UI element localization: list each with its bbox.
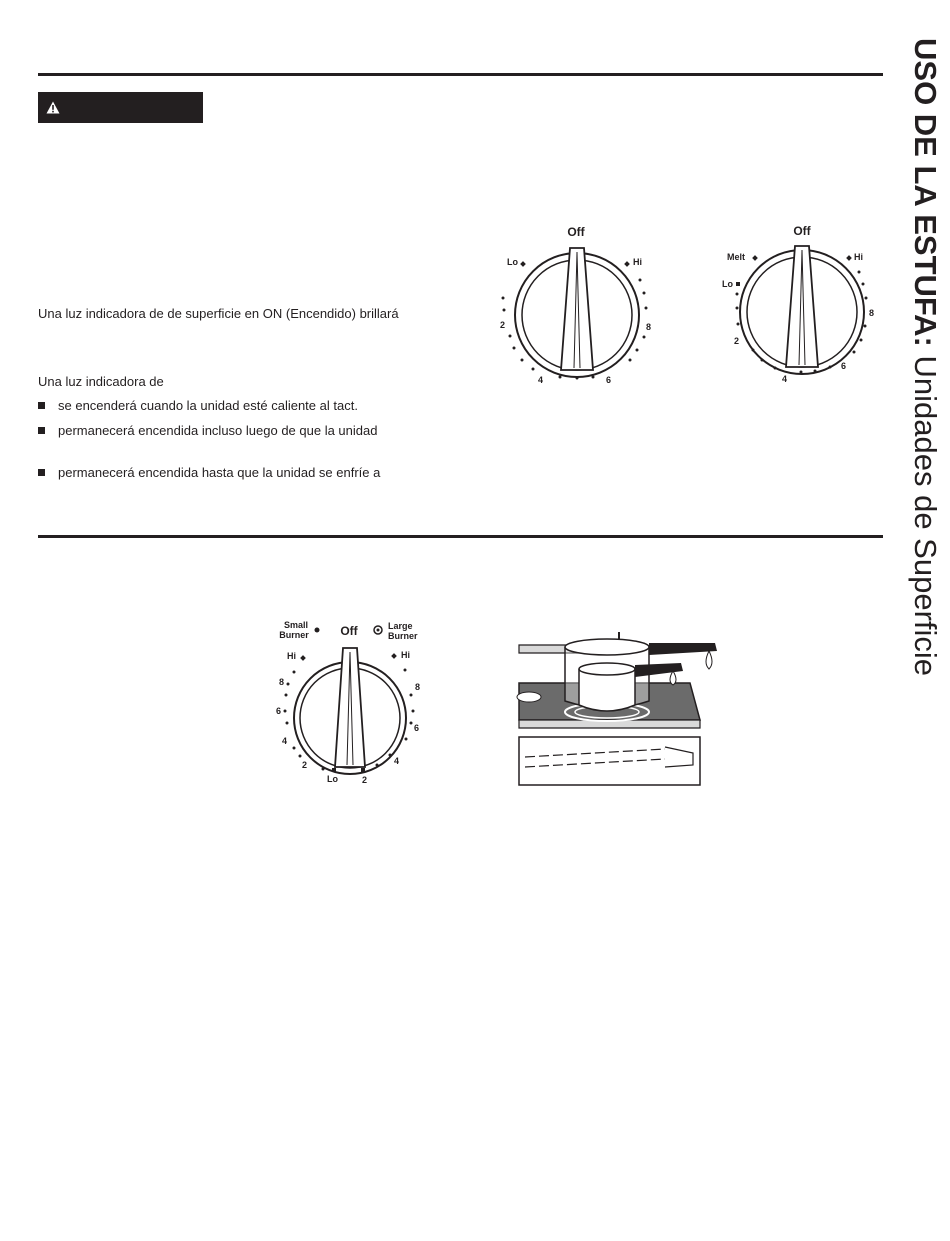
dial-dot — [293, 747, 296, 750]
dial-label-2: 2 — [734, 336, 740, 346]
dial-dot — [864, 325, 867, 328]
list-item — [38, 423, 377, 438]
dial-dot — [322, 768, 325, 771]
dial-diamond — [846, 255, 852, 261]
dial-dot — [752, 349, 755, 352]
bullet-square-icon — [38, 402, 45, 409]
dial-square — [361, 768, 365, 772]
dial-dot — [774, 367, 777, 370]
list-item — [38, 398, 358, 413]
dial-dot — [404, 669, 407, 672]
list-item — [38, 465, 380, 480]
dial-dot — [639, 279, 642, 282]
dial-dot — [643, 336, 646, 339]
bullet-square-icon — [38, 469, 45, 476]
dial-label-hi-right: Hi — [401, 650, 410, 660]
dial-diamond — [752, 255, 758, 261]
dial-dot — [559, 376, 562, 379]
dial-label-4: 4 — [538, 375, 544, 385]
dial-dot — [299, 755, 302, 758]
bullet-text: se encenderá cuando la unidad esté caliente al tact. — [58, 398, 358, 413]
dial-dot — [576, 377, 579, 380]
dial-dot — [643, 292, 646, 295]
bullet-text: permanecerá encendida hasta que la unidad se enfríe a — [58, 465, 381, 480]
dial-label-large-burner: Large — [388, 621, 413, 631]
dial-dot — [285, 694, 288, 697]
dial-dot — [286, 722, 289, 725]
dial-dot — [829, 366, 832, 369]
dial-label-8-left: 8 — [279, 677, 285, 687]
dial-label-4-right: 4 — [394, 756, 400, 766]
dial-diamond — [391, 653, 397, 659]
knob-dial-figure-2 — [715, 220, 890, 395]
warning-triangle-icon — [46, 101, 60, 114]
dial-square — [332, 768, 336, 772]
dial-dot — [287, 683, 290, 686]
dial-dot — [761, 359, 764, 362]
dial-label-6-right: 6 — [414, 723, 420, 733]
dial-label-off: Off — [793, 224, 811, 238]
mid-rule — [38, 535, 883, 538]
dial-dot — [860, 339, 863, 342]
warning-box — [38, 92, 203, 123]
dial-dot — [503, 309, 506, 312]
dial-label-6: 6 — [606, 375, 612, 385]
dial-label-large-burner-2: Burner — [388, 631, 418, 641]
dial-dot — [853, 351, 856, 354]
dial-label-6: 6 — [841, 361, 847, 371]
dial-label-small-burner: Small — [283, 620, 309, 630]
dial-label-2-left: 2 — [302, 760, 308, 770]
dial-label-melt: Melt — [727, 252, 745, 262]
dial-label-8: 8 — [869, 308, 875, 318]
dial-dot — [502, 297, 505, 300]
dial-dot — [376, 764, 379, 767]
dial-dot — [521, 359, 524, 362]
knob-dial-figure-3 — [270, 615, 440, 790]
dial-dot — [410, 722, 413, 725]
dial-dot — [645, 307, 648, 310]
dial-dot — [736, 293, 739, 296]
dial-label-6-left: 6 — [276, 706, 282, 716]
dial-label-lo: Lo — [507, 257, 518, 267]
dial-dot — [800, 371, 803, 374]
indicator-intro-text: Una luz indicadora de — [38, 374, 164, 389]
dial-dot — [293, 671, 296, 674]
dial-label-hi: Hi — [633, 257, 642, 267]
dial-label-lo: Lo — [722, 279, 733, 289]
dial-dot — [858, 271, 861, 274]
dial-dot — [592, 376, 595, 379]
dial-diamond — [300, 655, 306, 661]
dial-label-lo: Lo — [327, 774, 338, 784]
dial-dot — [814, 370, 817, 373]
indicator-on-text: Una luz indicadora de de superficie en ON (Encendido) brillará — [38, 306, 399, 321]
dial-label-8: 8 — [646, 322, 652, 332]
side-title — [905, 38, 945, 738]
dial-dot — [736, 307, 739, 310]
side-title-bold: USO DE LA ESTUFA: — [908, 38, 943, 347]
knob-dial-figure-1 — [490, 220, 665, 395]
dial-label-2: 2 — [500, 320, 506, 330]
dial-dot — [737, 323, 740, 326]
dial-dot — [284, 710, 287, 713]
dial-label-2-right: 2 — [362, 775, 368, 785]
dial-dot — [862, 283, 865, 286]
cooktop-pots-illustration — [515, 625, 725, 790]
top-rule — [38, 73, 883, 76]
dial-dot — [389, 754, 392, 757]
dial-dot — [410, 694, 413, 697]
dial-label-off: Off — [340, 624, 358, 638]
dial-label-4: 4 — [782, 374, 788, 384]
dial-dot — [629, 359, 632, 362]
dial-label-8-right: 8 — [415, 682, 421, 692]
dial-dot — [405, 738, 408, 741]
dial-label-off: Off — [567, 225, 585, 239]
dial-label-hi-left: Hi — [287, 651, 296, 661]
dial-label-hi: Hi — [854, 252, 863, 262]
dial-label-small-burner-2: Burner — [279, 630, 309, 640]
dial-dot — [412, 710, 415, 713]
bullet-text: permanecerá encendida incluso luego de que la unidad — [58, 423, 378, 438]
dial-dot — [636, 349, 639, 352]
dial-label-4-left: 4 — [282, 736, 288, 746]
dial-dot — [509, 335, 512, 338]
bullet-square-icon — [38, 427, 45, 434]
dial-dot — [532, 368, 535, 371]
dial-dot — [513, 347, 516, 350]
dial-dot — [865, 297, 868, 300]
dial-square — [736, 282, 740, 286]
dial-diamond — [624, 261, 630, 267]
dial-diamond — [520, 261, 526, 267]
dial-dot — [315, 628, 320, 633]
side-title-light: Unidades de Superficie — [908, 355, 943, 677]
